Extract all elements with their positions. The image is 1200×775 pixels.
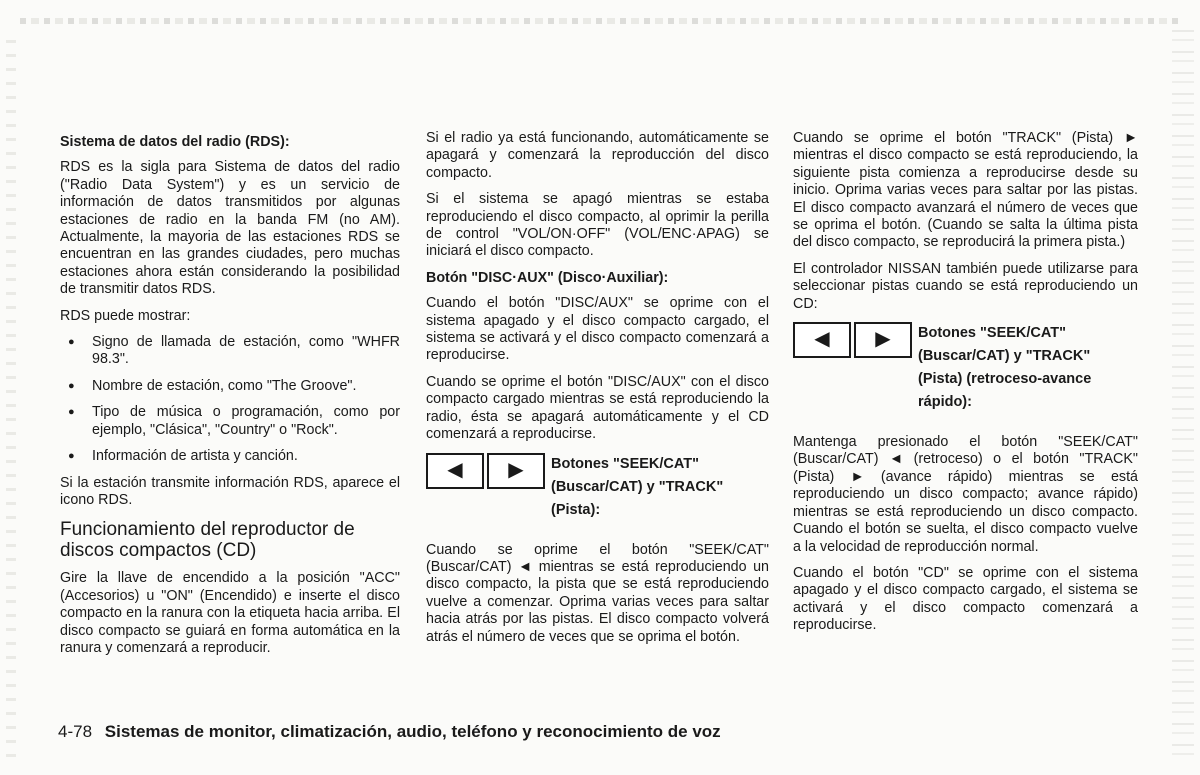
list-item: ● Signo de llamada de estación, como "WHFR 98.3". bbox=[60, 334, 400, 369]
track-text: Cuando se oprime el botón "TRACK" (Pista) ► mientras el disco compacto se está reproduciendo, la siguiente pista comienza a reproducirse desde su inicio. Oprima varias veces para saltar por las pistas. El disco compacto avanzará el número de veces que se oprima el botón. (Cuando se salta la última pista del disco compacto, se reproducirá la primera pista.) bbox=[793, 130, 1138, 251]
column-right bbox=[793, 130, 1138, 644]
seek-track-block bbox=[426, 453, 769, 522]
list-item: ● Nombre de estación, como "The Groove". bbox=[60, 378, 400, 395]
disc-aux-text-1: Cuando el botón "DISC/AUX" se oprime con el sistema apagado y el disco compacto cargado, el sistema se activará y el disco compacto comenzará a reproducirse. bbox=[426, 295, 769, 364]
seek-ff-label: Botones "SEEK/CAT" (Buscar/CAT) y "TRACK" (Pista) (retroceso-avance rápido): bbox=[918, 325, 1092, 411]
track-forward-button bbox=[487, 453, 545, 489]
fast-forward-button bbox=[854, 322, 912, 358]
arrow-left-icon: ◀ bbox=[447, 458, 463, 481]
seek-track-label: Botones "SEEK/CAT" (Buscar/CAT) y "TRACK" (Pista): bbox=[551, 455, 724, 518]
page-footer bbox=[58, 722, 721, 742]
list-item: ● Tipo de música o programación, como por ejemplo, "Clásica", "Country" o "Rock". bbox=[60, 404, 400, 439]
rds-can-show: RDS puede mostrar: bbox=[60, 307, 191, 324]
scan-edge-left bbox=[6, 40, 16, 760]
scan-edge-right bbox=[1172, 30, 1194, 760]
page-number: 4-78 bbox=[58, 722, 93, 741]
rewind-button bbox=[793, 322, 851, 358]
seek-track-buttons bbox=[426, 453, 545, 489]
cd-heading: Funcionamiento del reproductor de discos compactos (CD) bbox=[60, 519, 355, 562]
column-middle bbox=[426, 130, 769, 655]
cd-button-text: Cuando el botón "CD" se oprime con el sistema apagado y el disco compacto cargado, el sistema se activará y el disco compacto comenzará a reproducirse. bbox=[793, 564, 1138, 634]
seek-ff-block bbox=[793, 322, 1138, 414]
radio-on-text: Si el radio ya está funcionando, automáticamente se apagará y comenzará la reproducción del disco compacto. bbox=[426, 130, 769, 181]
rds-list bbox=[60, 334, 400, 465]
list-item: ● Información de artista y canción. bbox=[60, 448, 400, 465]
nissan-controller-text: El controlador NISSAN también puede utilizarse para seleccionar pistas cuando se está reproduciendo un CD: bbox=[793, 260, 1138, 312]
arrow-left-icon: ◀ bbox=[814, 328, 830, 351]
disc-aux-text-2: Cuando se oprime el botón "DISC/AUX" con el disco compacto cargado mientras se está reproduciendo la radio, ésta se apagará automáticamente y el CD comenzará a reproducirse. bbox=[426, 373, 769, 443]
seek-text: Cuando se oprime el botón "SEEK/CAT" (Buscar/CAT) ◄ mientras se está reproduciendo un disco compacto, la pista que se está reproduciendo vuelve a comenzar. Oprima varias veces para saltar hacia atrás por las pistas. El disco compacto volverá atrás el número de veces que se oprima el botón. bbox=[426, 541, 769, 645]
system-off-text: Si el sistema se apagó mientras se estaba reproduciendo el disco compacto, al oprimir la perilla de control "VOL/ON·OFF" (VOL/ENC·APAG) se iniciará el disco compacto. bbox=[426, 191, 769, 260]
rds-icon-note: Si la estación transmite información RDS, aparece el icono RDS. bbox=[60, 474, 400, 508]
hold-text: Mantenga presionado el botón "SEEK/CAT" (Buscar/CAT) ◄ (retroceso) o el botón "TRACK" (Pista) ► (avance rápido) mientras se está reproduciendo un disco compacto; avance rápido) mientras se está reproduciendo un disco compacto. Cuando el botón se suelta, el disco compacto vuelve a la velocidad de reproducción normal. bbox=[793, 434, 1138, 555]
column-left bbox=[60, 130, 400, 666]
disc-aux-heading: Botón "DISC·AUX" (Disco·Auxiliar): bbox=[426, 269, 669, 286]
cd-insert-text: Gire la llave de encendido a la posición "ACC" (Accesorios) u "ON" (Encendido) e inserte el disco compacto en la ranura con la etiqueta hacia arriba. El disco compacto se guiará en forma automática en la ranura y comenzará a reproducir. bbox=[60, 570, 400, 656]
arrow-right-icon: ▶ bbox=[508, 458, 524, 481]
chapter-title: Sistemas de monitor, climatización, audio, teléfono y reconocimiento de voz bbox=[104, 722, 721, 741]
rds-intro: RDS es la sigla para Sistema de datos del radio ("Radio Data System") y es un servicio de información de datos transmitidos por algunas estaciones de radio en la banda FM (no AM). Actualmente, la mayoria de las estaciones RDS se encuentran en las grandes ciudades, pero muchas estaciones ahora están considerando la posibilidad de transmitir datos RDS. bbox=[60, 159, 400, 298]
rds-heading: Sistema de datos del radio (RDS): bbox=[60, 134, 290, 150]
arrow-right-icon: ▶ bbox=[875, 328, 891, 351]
seek-ff-buttons bbox=[793, 322, 912, 358]
scan-edge-top bbox=[20, 18, 1180, 24]
seek-back-button bbox=[426, 453, 484, 489]
